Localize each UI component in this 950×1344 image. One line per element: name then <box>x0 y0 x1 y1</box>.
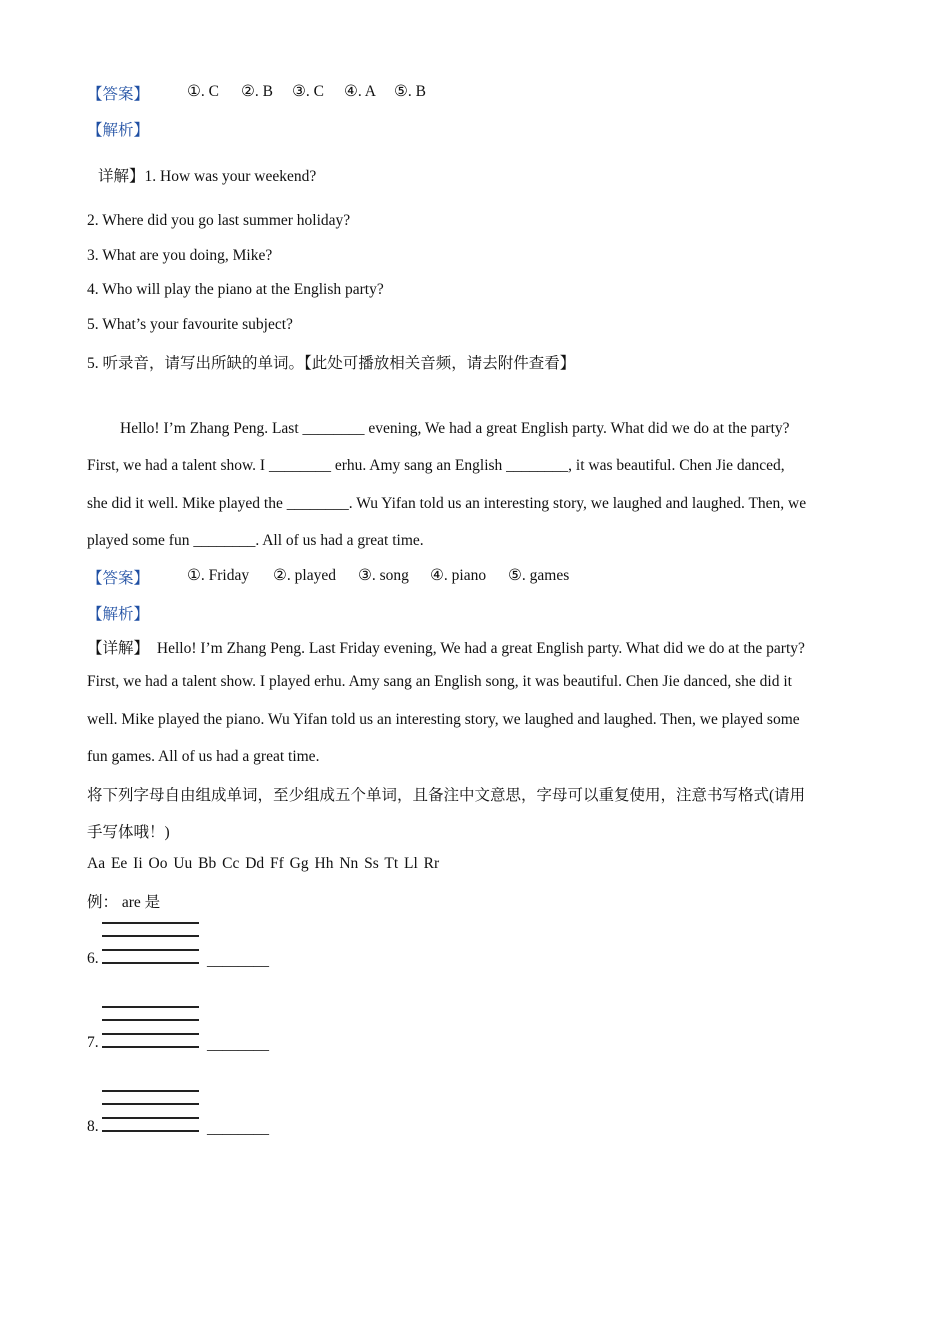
writing-rule <box>102 1117 199 1119</box>
instruction-word-building: 将下列字母自由组成单词，至少组成五个单词，且备注中文意思，字母可以重复使用，注意书写格式(请用 <box>87 787 806 804</box>
writing-rule <box>102 922 199 924</box>
answer-item: ③. C <box>292 83 324 100</box>
writing-rule <box>102 1103 199 1105</box>
detail-line: fun games. All of us had a great time. <box>87 748 320 765</box>
detail-line: First, we had a talent show. I played erhu. Amy sang an English song, it was beautiful. Chen Jie danced, she did it <box>87 673 792 690</box>
question-line: 1. How was your weekend? <box>144 168 317 185</box>
analysis-tag-1: 【解析】 <box>87 122 150 139</box>
answer-item: ⑤. B <box>394 83 426 100</box>
question-line: 5. What’s your favourite subject? <box>87 316 293 333</box>
writing-rule <box>102 962 199 964</box>
writing-rule <box>102 1090 199 1092</box>
instruction-word-building-cont: 手写体哦！) <box>87 824 170 841</box>
detail-tag: 【详解】 <box>87 640 150 657</box>
passage-line: played some fun ________. All of us had a great time. <box>87 532 424 549</box>
writing-rule <box>102 1130 199 1132</box>
answer-tag-2: 【答案】 <box>87 570 150 587</box>
answer-item: ①. C <box>187 83 219 100</box>
answer-tag-1: 【答案】 <box>87 86 150 103</box>
writing-rule <box>102 1006 199 1008</box>
detail-text: Hello! I’m Zhang Peng. Last Friday evening, We had a great English party. What did we do at the party? <box>156 640 805 657</box>
detail-line: well. Mike played the piano. Wu Yifan told us an interesting story, we laughed and laughed. Then, we played some <box>87 711 800 728</box>
passage-line: she did it well. Mike played the ________. Wu Yifan told us an interesting story, we laughed and laughed. Then, we <box>87 495 807 512</box>
passage-line: First, we had a talent show. I ________ erhu. Amy sang an English ________, it was beautiful. Chen Jie danced, <box>87 457 785 474</box>
writing-rule <box>102 1019 199 1021</box>
detail-prefix: 详解】 <box>98 168 145 185</box>
instruction-listening: 5. 听录音，请写出所缺的单词。【此处可播放相关音频，请去附件查看】 <box>87 355 576 372</box>
item-number: 8. <box>87 1118 99 1135</box>
question-line: 4. Who will play the piano at the English party? <box>87 281 384 298</box>
question-line: 3. What are you doing, Mike? <box>87 247 273 264</box>
writing-rule <box>102 1033 199 1035</box>
detail-line-1 <box>98 164 316 186</box>
answer-item: ②. B <box>241 83 273 100</box>
writing-rule <box>102 949 199 951</box>
writing-rule <box>102 935 199 937</box>
answer-item: ④. A <box>344 83 376 100</box>
meaning-blank[interactable]: ________ <box>207 1036 269 1053</box>
analysis-tag-2: 【解析】 <box>87 606 150 623</box>
letter-list: Aa Ee Ii Oo Uu Bb Cc Dd Ff Gg Hh Nn Ss Tt Ll Rr <box>87 855 440 872</box>
passage-line: Hello! I’m Zhang Peng. Last ________ evening, We had a great English party. What did we do at the party? <box>120 420 790 437</box>
item-number: 6. <box>87 950 99 967</box>
answer-item: ④. piano <box>430 567 487 584</box>
answer-item: ①. Friday <box>187 567 250 584</box>
detail-line <box>87 636 805 658</box>
item-number: 7. <box>87 1034 99 1051</box>
meaning-blank[interactable]: ________ <box>207 1120 269 1137</box>
question-line: 2. Where did you go last summer holiday? <box>87 212 351 229</box>
answer-item: ⑤. games <box>508 567 570 584</box>
meaning-blank[interactable]: ________ <box>207 952 269 969</box>
answer-item: ②. played <box>273 567 336 584</box>
answer-item: ③. song <box>358 567 409 584</box>
writing-rule <box>102 1046 199 1048</box>
example-line: 例： are 是 <box>87 894 161 911</box>
